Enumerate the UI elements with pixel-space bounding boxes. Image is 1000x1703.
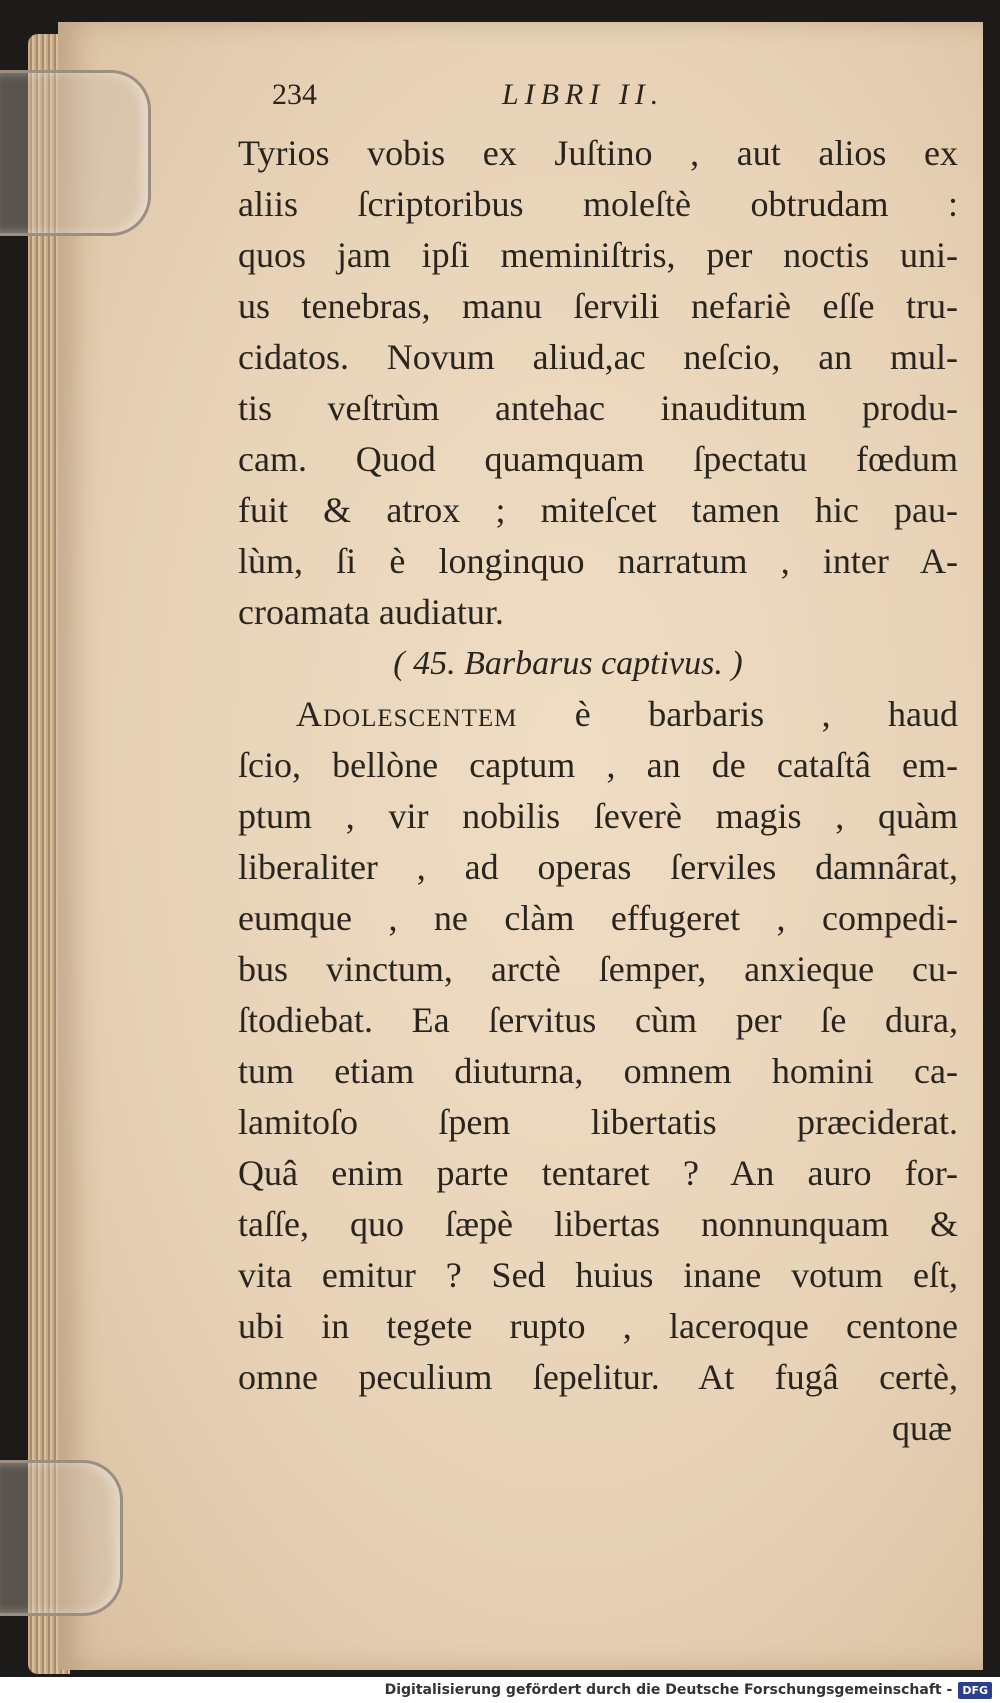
page-holder-clip-top — [0, 70, 151, 236]
text-line: eumque , ne clàm effugeret , compedi- — [238, 898, 958, 938]
text-line: ſtodiebat. Ea ſervitus cùm per ſe dura, — [238, 1000, 958, 1040]
text-line: tum etiam diuturna, omnem homini ca- — [238, 1051, 958, 1091]
digitization-footer — [0, 1677, 1000, 1703]
first-line-text: è barbaris , haud — [517, 694, 958, 734]
page-number: 234 — [272, 78, 317, 111]
running-head — [272, 78, 960, 124]
text-line: lùm, ſi è longinquo narratum , inter A- — [238, 541, 958, 581]
text-line: aliis ſcriptoribus moleſtè obtrudam : — [238, 184, 958, 224]
text-line: ubi in tegete rupto , laceroque centone — [238, 1306, 958, 1346]
text-line: vita emitur ? Sed huius inane votum eſt, — [238, 1255, 958, 1295]
section-rubric: ( 45. Barbarus captivus. ) — [393, 645, 743, 682]
text-line: omne peculium ſepelitur. At fugâ certè, — [238, 1357, 958, 1397]
paragraph-first-line — [238, 689, 958, 740]
text-line: ptum , vir nobilis ſeverè magis , quàm — [238, 796, 958, 836]
text-line-last: croamata audiatur. — [238, 592, 504, 632]
initial-word: Adolescentem — [296, 694, 518, 734]
text-line: cidatos. Novum aliud,ac neſcio, an mul- — [238, 337, 958, 377]
text-line: bus vinctum, arctè ſemper, anxieque cu- — [238, 949, 958, 989]
text-line: lamitoſo ſpem libertatis præciderat. — [238, 1102, 958, 1142]
page-body-text — [238, 128, 958, 1454]
text-line: us tenebras, manu ſervili nefariè eſſe tru- — [238, 286, 958, 326]
funding-credit: Digitalisierung gefördert durch die Deutsche Forschungsgemeinschaft - — [384, 1682, 953, 1698]
text-line: liberaliter , ad operas ſerviles damnârat, — [238, 847, 958, 887]
running-title: LIBRI II. — [502, 78, 665, 111]
text-line: taſſe, quo ſæpè libertas nonnunquam & — [238, 1204, 958, 1244]
text-line: fuit & atrox ; miteſcet tamen hic pau- — [238, 490, 958, 530]
page-holder-clip-bottom — [0, 1460, 123, 1616]
catchword: quæ — [891, 1408, 952, 1448]
text-line: cam. Quod quamquam ſpectatu fœdum — [238, 439, 958, 479]
text-line: quos jam ipſi meminiſtris, per noctis uni- — [238, 235, 958, 275]
text-line: Tyrios vobis ex Juſtino , aut alios ex — [238, 133, 958, 173]
text-line: tis veſtrùm antehac inauditum produ- — [238, 388, 958, 428]
dfg-logo-icon: DFG — [958, 1682, 992, 1699]
text-line: ſcio, bellòne captum , an de cataſtâ em- — [238, 745, 958, 785]
text-line: Quâ enim parte tentaret ? An auro for- — [238, 1153, 958, 1193]
